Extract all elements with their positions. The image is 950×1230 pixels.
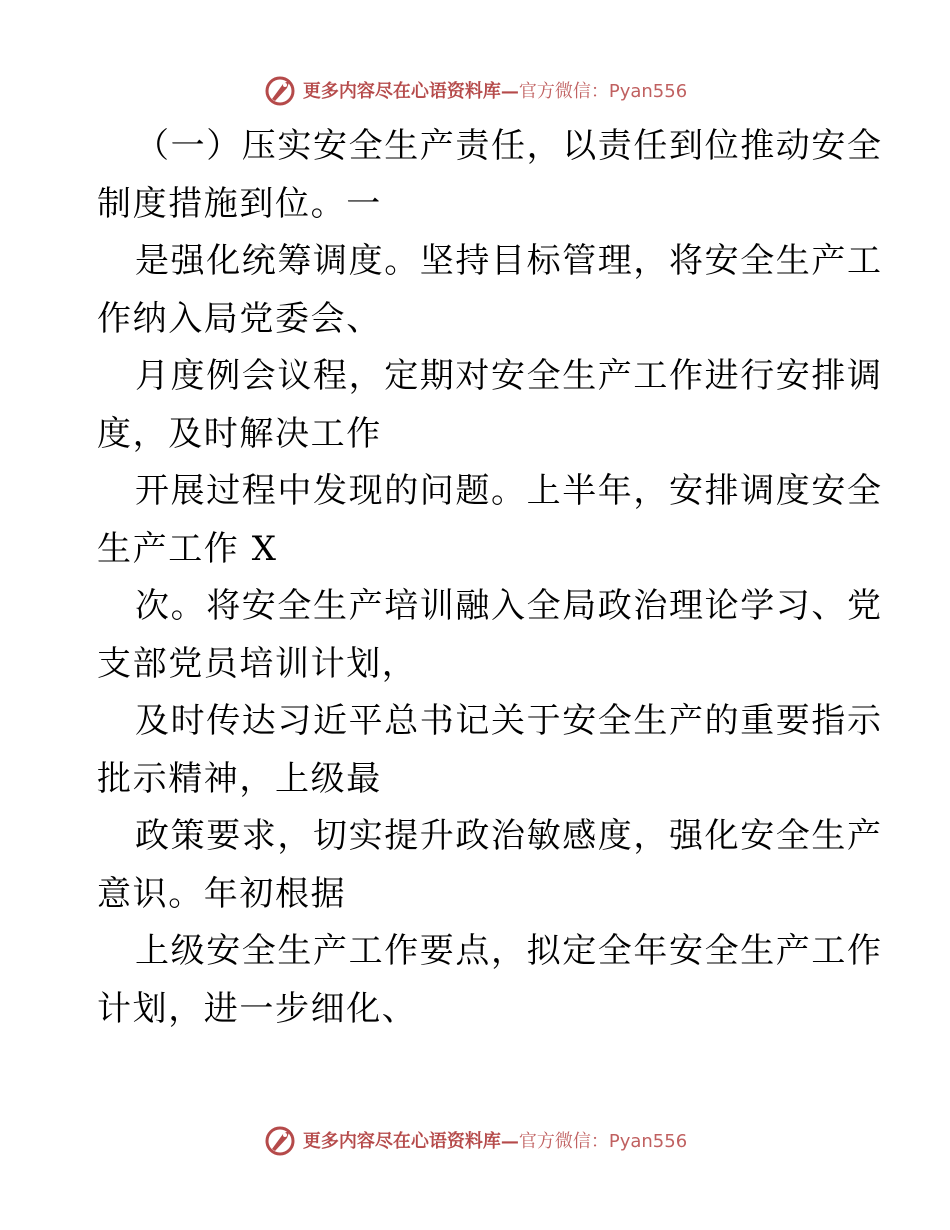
watermark-wechat: 官方微信：Pyan556 bbox=[518, 1131, 688, 1152]
document-body bbox=[97, 118, 883, 1038]
text-line: 上级安全生产工作要点，拟定全年安全生产工作 bbox=[135, 931, 883, 971]
text-line: 支部党员培训计划， bbox=[97, 643, 418, 684]
text-line: 次。将安全生产培训融入全局政治理论学习、党 bbox=[135, 586, 883, 626]
text-line: 意识。年初根据 bbox=[97, 873, 347, 914]
watermark-wechat: 官方微信：Pyan556 bbox=[518, 81, 688, 102]
header-watermark bbox=[0, 68, 950, 112]
text-line: 度，及时解决工作 bbox=[97, 413, 382, 454]
text-line: （一）压实安全生产责任，以责任到位推动安全 bbox=[135, 126, 883, 166]
text-line: 是强化统筹调度。坚持目标管理，将安全生产工 bbox=[135, 241, 883, 281]
text-line: 制度措施到位。一 bbox=[97, 183, 382, 224]
text-line: 月度例会议程，定期对安全生产工作进行安排调 bbox=[135, 356, 883, 396]
text-line: 及时传达习近平总书记关于安全生产的重要指示 bbox=[135, 701, 883, 741]
footer-watermark bbox=[0, 1118, 950, 1162]
text-line: 开展过程中发现的问题。上半年，安排调度安全 bbox=[135, 471, 883, 511]
watermark-text: 更多内容尽在心语资料库— bbox=[302, 1131, 519, 1152]
watermark-text: 更多内容尽在心语资料库— bbox=[302, 81, 519, 102]
text-line: 作纳入局党委会、 bbox=[97, 298, 382, 339]
text-line: 政策要求，切实提升政治敏感度，强化安全生产 bbox=[135, 816, 883, 856]
text-line: 批示精神，上级最 bbox=[97, 758, 382, 799]
text-line: 计划，进一步细化、 bbox=[97, 988, 418, 1029]
text-line: 生产工作 X bbox=[97, 528, 278, 569]
pen-nib-logo-icon bbox=[263, 72, 299, 108]
pen-nib-logo-icon bbox=[263, 1122, 299, 1158]
